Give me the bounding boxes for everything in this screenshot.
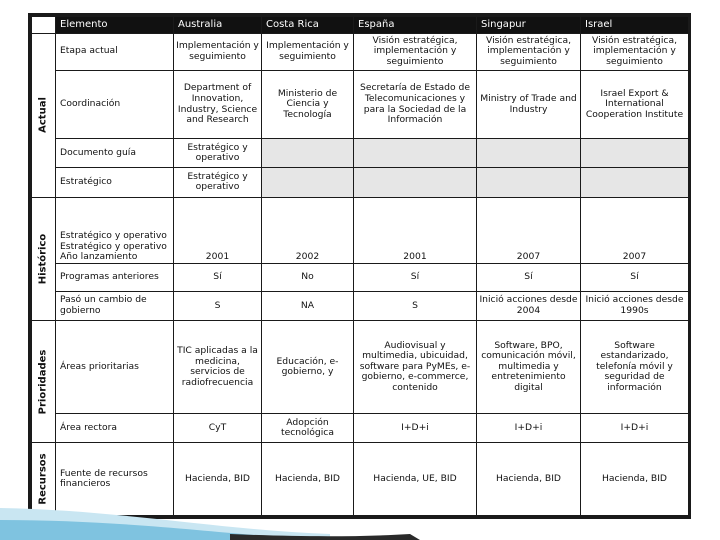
cell: 2001 xyxy=(174,197,262,263)
cell: CyT xyxy=(174,414,262,443)
header-israel: Israel xyxy=(581,17,689,34)
cell: Inició acciones desde 2004 xyxy=(477,291,581,320)
row-label: Estratégico y operativo Estratégico y operativo Año lanzamiento xyxy=(56,197,174,263)
row-label: Etapa actual xyxy=(56,33,174,70)
header-row xyxy=(32,17,689,34)
row-label: Área rectora xyxy=(56,414,174,443)
cell: Hacienda, BID xyxy=(477,443,581,516)
table-row xyxy=(32,320,689,413)
cell: Inició acciones desde 1990s xyxy=(581,291,689,320)
cell: Hacienda, BID xyxy=(581,443,689,516)
table-row xyxy=(32,33,689,70)
header-singapur: Singapur xyxy=(477,17,581,34)
table-row xyxy=(32,291,689,320)
row-label: Áreas prioritarias xyxy=(56,320,174,413)
cell: Adopción tecnológica xyxy=(262,414,354,443)
cell: No xyxy=(262,263,354,291)
cell: Department of Innovation, Industry, Science and Research xyxy=(174,70,262,138)
cell: Visión estratégica, implementación y seguimiento xyxy=(477,33,581,70)
cell: Visión estratégica, implementación y seguimiento xyxy=(581,33,689,70)
cell: Implementación y seguimiento xyxy=(174,33,262,70)
header-espana: España xyxy=(354,17,477,34)
cell: Sí xyxy=(477,263,581,291)
section-historico: Histórico xyxy=(32,197,56,320)
cell: Sí xyxy=(174,263,262,291)
table-row xyxy=(32,168,689,197)
cell: Hacienda, BID xyxy=(262,443,354,516)
cell: 2007 xyxy=(581,197,689,263)
row-label: Fuente de recursos financieros xyxy=(56,443,174,516)
cell: I+D+i xyxy=(354,414,477,443)
cell: 2002 xyxy=(262,197,354,263)
cell xyxy=(354,139,477,168)
cell: Sí xyxy=(581,263,689,291)
header-costa-rica: Costa Rica xyxy=(262,17,354,34)
cell: Israel Export & International Cooperation Institute xyxy=(581,70,689,138)
cell: Educación, e-gobierno, y xyxy=(262,320,354,413)
table-row xyxy=(32,70,689,138)
decorative-swoosh xyxy=(0,480,720,540)
cell: Software, BPO, comunicación móvil, multimedia y entretenimiento digital xyxy=(477,320,581,413)
row-label: Estratégico xyxy=(56,168,174,197)
cell: Sí xyxy=(354,263,477,291)
cell: NA xyxy=(262,291,354,320)
cell: Ministry of Trade and Industry xyxy=(477,70,581,138)
cell xyxy=(262,139,354,168)
cell: I+D+i xyxy=(581,414,689,443)
cell xyxy=(354,168,477,197)
cell: I+D+i xyxy=(477,414,581,443)
section-prioridades: Prioridades xyxy=(32,320,56,442)
cell: Secretaría de Estado de Telecomunicaciones y para la Sociedad de la Información xyxy=(354,70,477,138)
cell xyxy=(477,139,581,168)
table-row xyxy=(32,139,689,168)
cell: Software estandarizado, telefonía móvil y seguridad de información xyxy=(581,320,689,413)
cell xyxy=(581,139,689,168)
cell xyxy=(477,168,581,197)
cell: 2007 xyxy=(477,197,581,263)
cell: Hacienda, UE, BID xyxy=(354,443,477,516)
cell: Visión estratégica, implementación y seguimiento xyxy=(354,33,477,70)
cell: Estratégico y operativo xyxy=(174,139,262,168)
cell: S xyxy=(174,291,262,320)
comparison-table xyxy=(31,16,689,516)
row-label: Documento guía xyxy=(56,139,174,168)
cell: 2001 xyxy=(354,197,477,263)
cell xyxy=(581,168,689,197)
row-label: Programas anteriores xyxy=(56,263,174,291)
row-label: Pasó un cambio de gobierno xyxy=(56,291,174,320)
table-frame xyxy=(28,13,691,519)
cell: TIC aplicadas a la medicina, servicios de radiofrecuencia xyxy=(174,320,262,413)
corner-cell xyxy=(32,17,56,34)
cell: Hacienda, BID xyxy=(174,443,262,516)
cell: S xyxy=(354,291,477,320)
cell: Implementación y seguimiento xyxy=(262,33,354,70)
cell: Estratégico y operativo xyxy=(174,168,262,197)
cell: Audiovisual y multimedia, ubicuidad, software para PyMEs, e-gobierno, e-commerce, contenido xyxy=(354,320,477,413)
row-label: Coordinación xyxy=(56,70,174,138)
table-row xyxy=(32,263,689,291)
table-row xyxy=(32,197,689,263)
cell xyxy=(262,168,354,197)
cell: Ministerio de Ciencia y Tecnología xyxy=(262,70,354,138)
section-recursos: Recursos xyxy=(32,443,56,516)
table-row xyxy=(32,414,689,443)
header-australia: Australia xyxy=(174,17,262,34)
header-elemento: Elemento xyxy=(56,17,174,34)
section-actual: Actual xyxy=(32,33,56,197)
